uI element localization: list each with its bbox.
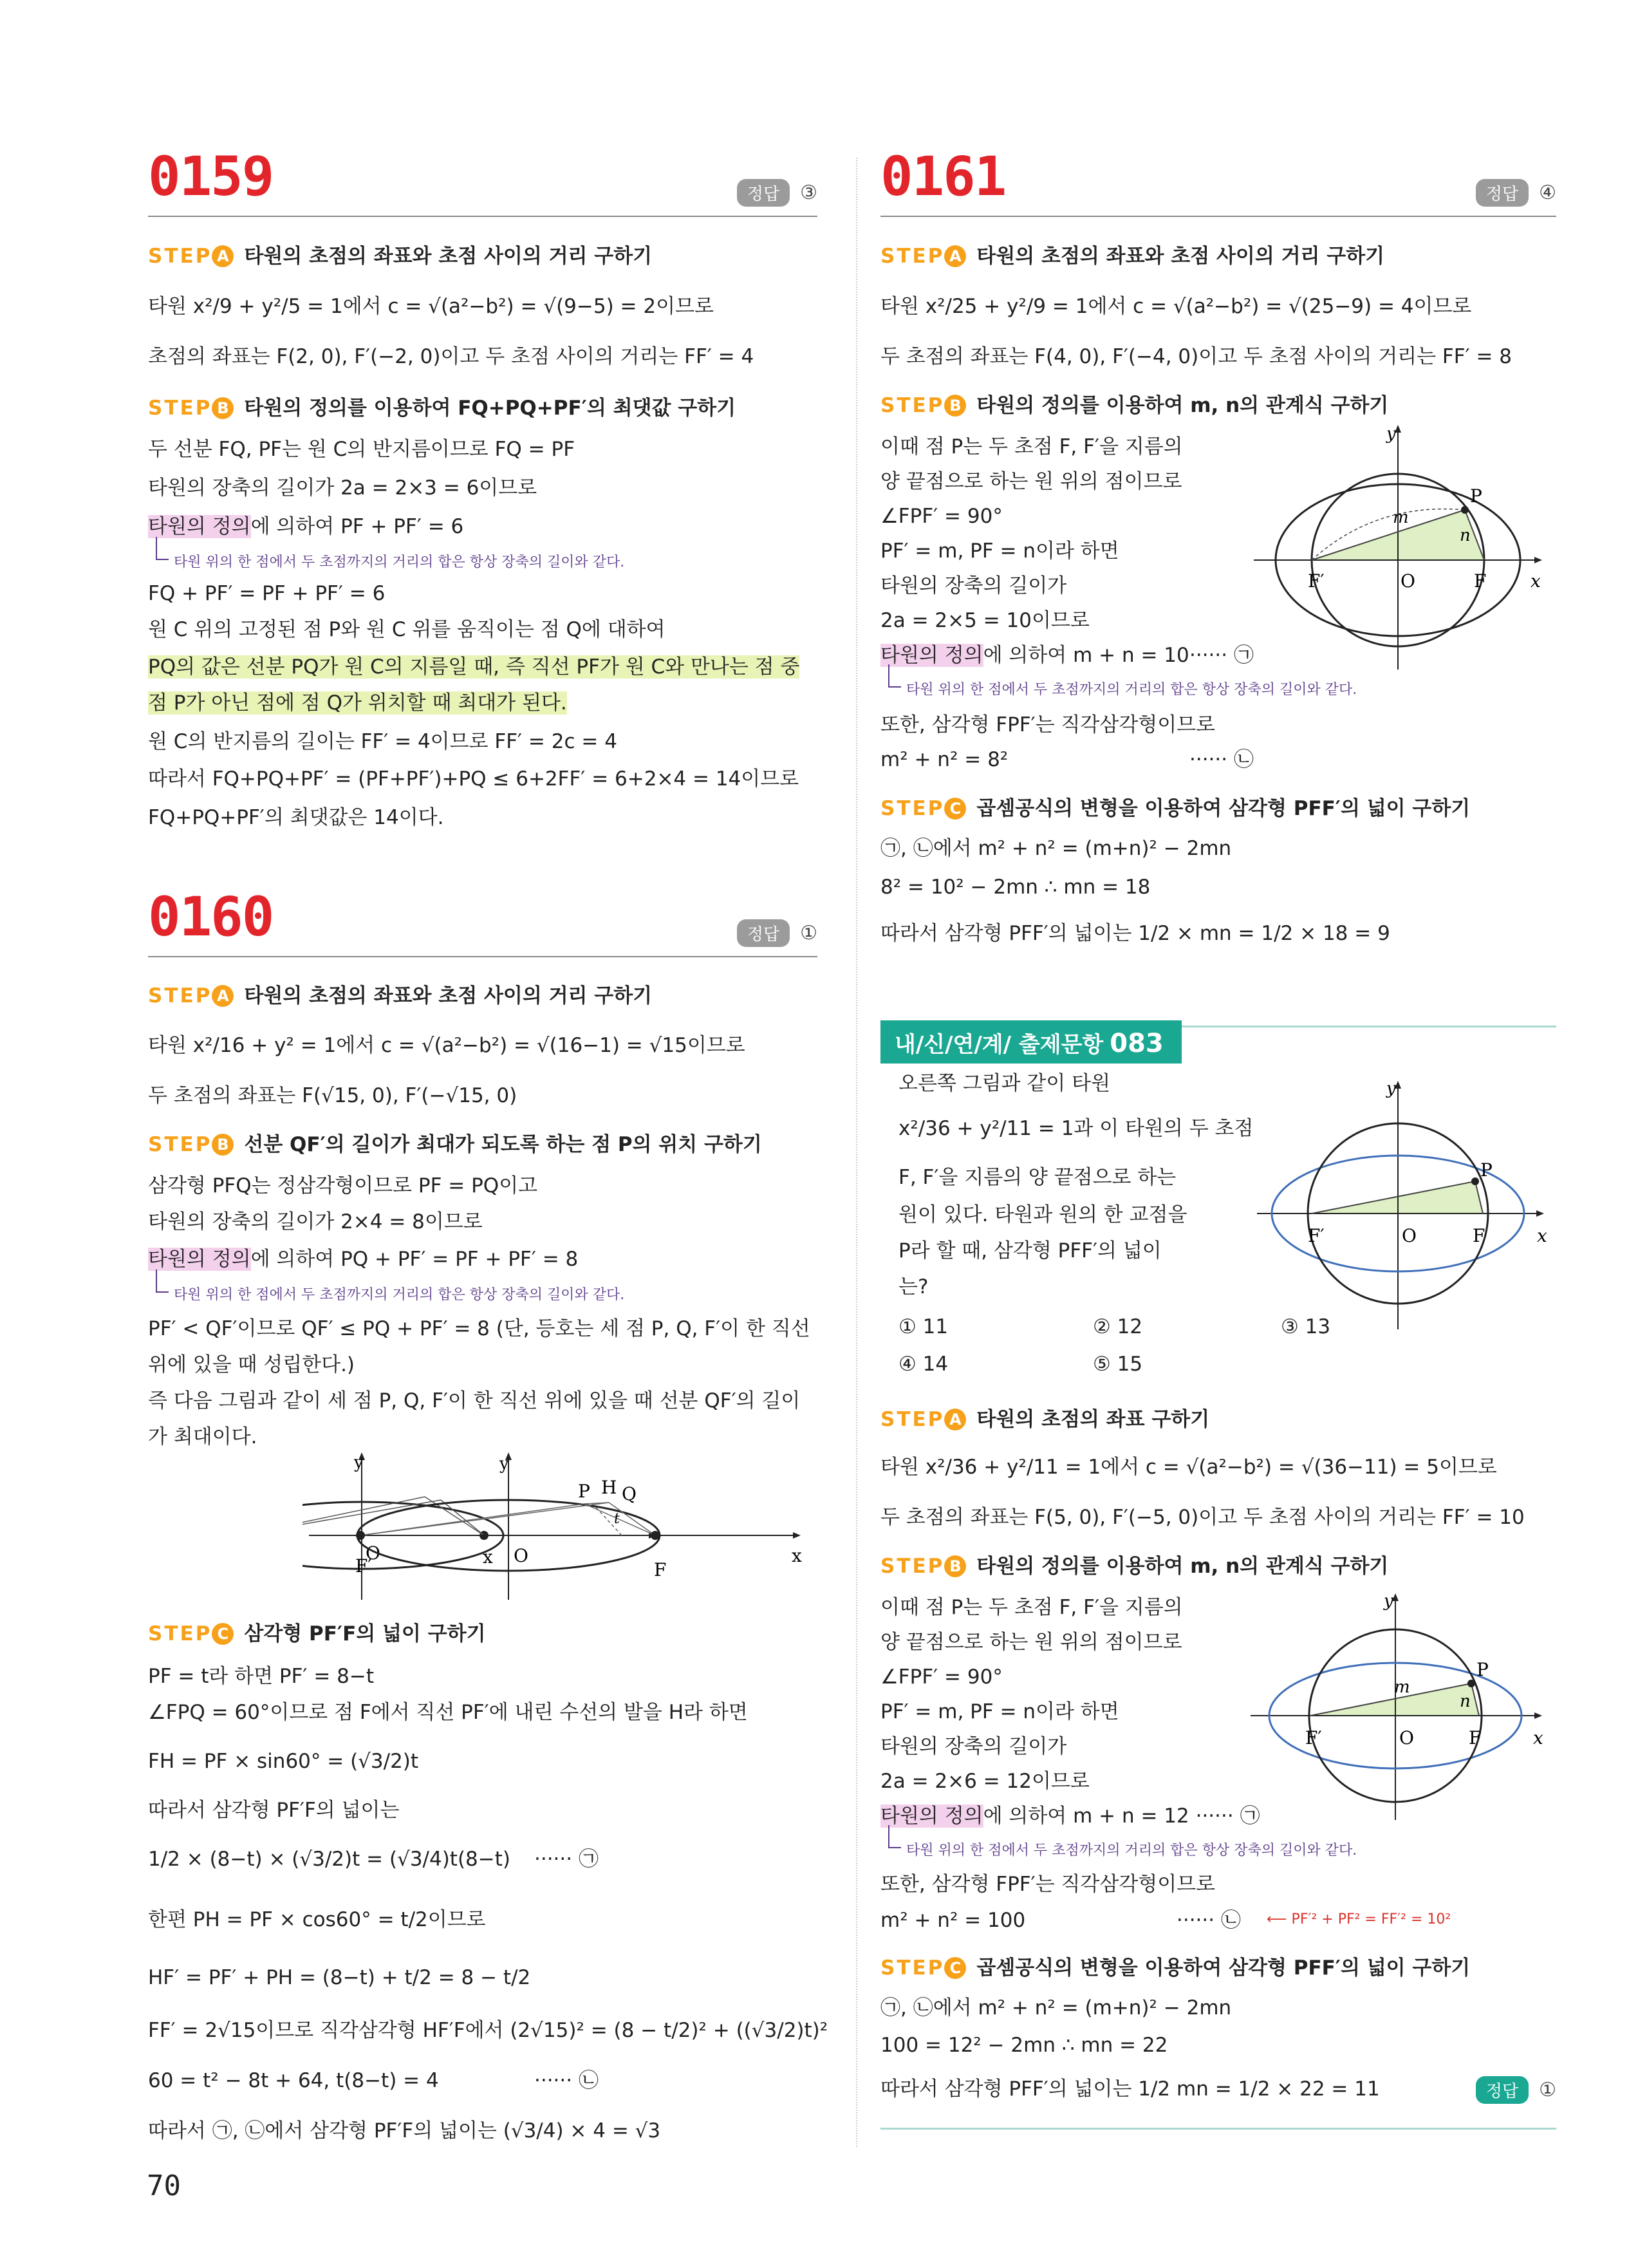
solution-line: 타원 x²/16 + y² = 1에서 c = √(a²−b²) = √(16−1) = √15이므로 <box>148 1034 745 1057</box>
solution-line: 삼각형 PFQ는 정삼각형이므로 PF = PQ이고 <box>148 1174 538 1197</box>
point-label-q: Q <box>622 1483 637 1504</box>
step-b-heading <box>880 1553 1556 1579</box>
highlight-ellipse-definition: 타원의 정의 <box>880 1804 983 1828</box>
column-separator <box>856 158 857 2147</box>
focus-label-f-prime: F′ <box>1308 1225 1325 1246</box>
answer-indicator <box>737 179 817 207</box>
point-label-p: P <box>1480 1159 1493 1181</box>
axis-label-y: y <box>499 1454 509 1474</box>
axis-label-x: x <box>792 1545 802 1566</box>
question-line: x²/36 + y²/11 = 1과 이 타원의 두 초점 <box>898 1117 1254 1140</box>
problem-number: 0159 <box>148 145 274 208</box>
solution-line: PF′ = m, PF = n이라 하면 <box>880 539 1119 563</box>
question-line: 원이 있다. 타원과 원의 한 교점을 <box>898 1203 1187 1226</box>
step-b-heading <box>148 395 817 421</box>
solution-line: 타원 x²/9 + y²/5 = 1에서 c = √(a²−b²) = √(9−5) = 2이므로 <box>148 295 714 318</box>
solution-line: FQ+PQ+PF′의 최댓값은 14이다. <box>148 806 444 829</box>
step-label: STEP <box>880 1555 945 1578</box>
step-label: STEP <box>148 397 212 420</box>
solution-line: 가 최대이다. <box>148 1425 257 1448</box>
point-label-p: P <box>1470 485 1482 507</box>
problem-number: 0160 <box>148 885 274 948</box>
step-letter: C <box>212 1623 234 1645</box>
solution-line: 원 C 위의 고정된 점 P와 원 C 위를 움직이는 점 Q에 대하여 <box>148 618 665 641</box>
step-title: 타원의 초점의 좌표와 초점 사이의 거리 구하기 <box>976 245 1385 268</box>
solution-line: HF′ = PF′ + PH = (8−t) + t/2 = 8 − t/2 <box>148 1966 531 1989</box>
step-label: STEP <box>880 797 945 820</box>
step-letter: C <box>944 798 966 820</box>
solution-line <box>148 690 817 716</box>
solution-line: FF′ = 2√15이므로 직각삼각형 HF′F에서 (2√15)² = (8 − t/2)² + ((√3/2)t)² <box>148 2019 828 2042</box>
choice[interactable]: ③ 13 <box>1281 1315 1331 1338</box>
solution-line: 양 끝점으로 하는 원 위의 점이므로 <box>880 470 1182 493</box>
step-letter: B <box>944 1555 966 1577</box>
length-label-m: m <box>1394 1678 1410 1697</box>
solution-line: 양 끝점으로 하는 원 위의 점이므로 <box>880 1631 1182 1654</box>
solution-line: 두 초점의 좌표는 F(4, 0), F′(−4, 0)이고 두 초점 사이의 거리는 FF′ = 8 <box>880 345 1512 368</box>
linked-problem-title <box>880 1020 1182 1064</box>
solution-line: 따라서 FQ+PQ+PF′ = (PF+PF′)+PQ ≤ 6+2FF′ = 6+2×4 = 14이므로 <box>148 767 799 791</box>
step-title: 타원의 초점의 좌표 구하기 <box>976 1408 1210 1431</box>
equation-marker: ······ ㉡ <box>1189 748 1254 771</box>
solution-line: 따라서 삼각형 PF′F의 넓이는 <box>148 1799 400 1822</box>
origin-label: O <box>366 1542 380 1564</box>
step-label: STEP <box>880 245 945 268</box>
solution-line: 타원 x²/36 + y²/11 = 1에서 c = √(a²−b²) = √(36−11) = 5이므로 <box>880 1456 1497 1479</box>
linked-problem-label: 내/신/연/계/ 출제문항 <box>895 1032 1104 1058</box>
axis-label-y: y <box>1386 1079 1396 1098</box>
definition-note: 타원 위의 한 점에서 두 초점까지의 거리의 합은 항상 장축의 길이와 같다. <box>906 679 1357 698</box>
length-label-m: m <box>1393 508 1409 527</box>
answer-indicator <box>1476 179 1556 207</box>
question-line: P라 할 때, 삼각형 PFF′의 넓이 <box>898 1239 1162 1262</box>
step-label: STEP <box>148 1133 212 1156</box>
step-title: 타원의 정의를 이용하여 m, n의 관계식 구하기 <box>976 1555 1389 1578</box>
focus-label-f: F <box>1474 570 1487 592</box>
axis-label-x: x <box>1533 1727 1543 1748</box>
highlight-ellipse-definition: 타원의 정의 <box>148 1248 251 1271</box>
solution-line: ∠FPQ = 60°이므로 점 F에서 직선 PF′에 내린 수선의 발을 H라 하면 <box>148 1701 748 1724</box>
axis-label-x: x <box>483 1546 493 1568</box>
solution-line: ∠FPF′ = 90° <box>880 505 1003 528</box>
axis-label-y: y <box>1384 1591 1393 1611</box>
answer-badge: 정답 <box>737 179 790 207</box>
linked-problem-number: 083 <box>1110 1029 1164 1058</box>
pythagorean-note <box>1267 1911 1451 1927</box>
problem-0159-header <box>148 145 817 217</box>
step-label: STEP <box>880 394 945 417</box>
figure-083-question <box>1254 1072 1550 1336</box>
solution-line: 이때 점 P는 두 초점 F, F′을 지름의 <box>880 435 1183 458</box>
question-line: F, F′을 지름의 양 끝점으로 하는 <box>898 1166 1177 1189</box>
equation-marker: ······ ㉠ <box>1189 644 1254 667</box>
box-bottom-rule <box>880 2128 1556 2130</box>
solution-line: ㉠, ㉡에서 m² + n² = (m+n)² − 2mn <box>880 1996 1232 2020</box>
solution-line: 또한, 삼각형 FPF′는 직각삼각형이므로 <box>880 1873 1216 1896</box>
highlight-key-idea: 점 P가 아닌 점에 점 Q가 위치할 때 최대가 된다. <box>148 691 567 715</box>
solution-text: 에 의하여 PF + PF′ = 6 <box>250 515 464 538</box>
problem-0161-header <box>880 145 1556 217</box>
figure-0161 <box>1247 412 1550 676</box>
focus-label-f: F <box>1473 1225 1485 1246</box>
solution-text: 에 의하여 PQ + PF′ = PF + PF′ = 8 <box>250 1248 579 1271</box>
step-letter: B <box>212 397 234 419</box>
solution-line: 따라서 삼각형 PFF′의 넓이는 1/2 mn = 1/2 × 22 = 11 <box>880 2077 1380 2101</box>
answer-badge: 정답 <box>1476 179 1529 207</box>
solution-line: m² + n² = 8² <box>880 748 1009 771</box>
solution-line: 두 초점의 좌표는 F(√15, 0), F′(−√15, 0) <box>148 1084 517 1107</box>
focus-label-f: F <box>1469 1727 1482 1748</box>
answer-value: ③ <box>800 182 817 204</box>
definition-note: 타원 위의 한 점에서 두 초점까지의 거리의 합은 항상 장축의 길이와 같다. <box>906 1839 1357 1859</box>
answer-indicator <box>737 919 817 947</box>
step-letter: A <box>944 1409 966 1430</box>
solution-line: 1/2 × (8−t) × (√3/2)t = (√3/4)t(8−t) <box>148 1848 510 1871</box>
step-title: 선분 QF′의 길이가 최대가 되도록 하는 점 P의 위치 구하기 <box>244 1133 762 1156</box>
solution-line: PF = t라 하면 PF′ = 8−t <box>148 1665 375 1688</box>
focus-label-f-prime: F′ <box>1308 570 1325 592</box>
answer-badge: 정답 <box>737 919 790 947</box>
answer-indicator <box>1476 2076 1556 2104</box>
solution-line: 따라서 삼각형 PFF′의 넓이는 1/2 × mn = 1/2 × 18 = 9 <box>880 922 1390 945</box>
solution-line: ∠FPF′ = 90° <box>880 1665 1003 1689</box>
solution-line: 2a = 2×6 = 12이므로 <box>880 1770 1090 1793</box>
solution-line: 원 C의 반지름의 길이는 FF′ = 4이므로 FF′ = 2c = 4 <box>148 730 617 753</box>
solution-line: 한편 PH = PF × cos60° = t/2이므로 <box>148 1908 486 1931</box>
focus-label-f-prime: F′ <box>1305 1727 1322 1748</box>
solution-line: 이때 점 P는 두 초점 F, F′을 지름의 <box>880 1596 1183 1619</box>
step-letter: A <box>212 245 234 267</box>
point-label-h: H <box>601 1477 617 1498</box>
choice[interactable]: ⑤ 15 <box>1093 1353 1143 1376</box>
solution-line: 또한, 삼각형 FPF′는 직각삼각형이므로 <box>880 713 1216 736</box>
figure-0160-detail <box>296 1448 811 1603</box>
solution-line: 초점의 좌표는 F(2, 0), F′(−2, 0)이고 두 초점 사이의 거리는 FF′ = 4 <box>148 345 754 368</box>
solution-line: 60 = t² − 8t + 64, t(8−t) = 4 <box>148 2069 439 2092</box>
axis-label-y: y <box>354 1453 364 1472</box>
solution-line: FQ + PF′ = PF + PF′ = 6 <box>148 582 386 605</box>
axis-label-x: x <box>1531 570 1541 592</box>
step-title: 곱셈공식의 변형을 이용하여 삼각형 PFF′의 넓이 구하기 <box>976 1956 1471 1980</box>
problem-0160-header <box>148 885 817 957</box>
solution-text: 에 의하여 m + n = 10 <box>983 644 1189 667</box>
highlight-ellipse-definition: 타원의 정의 <box>148 515 251 538</box>
step-title: 타원의 초점의 좌표와 초점 사이의 거리 구하기 <box>244 245 653 268</box>
solution-line <box>148 514 817 539</box>
question-line: 오른쪽 그림과 같이 타원 <box>898 1072 1111 1095</box>
solution-line: 2a = 2×5 = 10이므로 <box>880 609 1090 632</box>
point-label-p: P <box>578 1481 590 1502</box>
step-a-heading <box>148 243 817 269</box>
step-c-heading <box>880 1955 1556 1981</box>
solution-line: 타원의 장축의 길이가 <box>880 1735 1067 1758</box>
focus-label-f-prime: F′ <box>355 1555 372 1577</box>
solution-line: FH = PF × sin60° = (√3/2)t <box>148 1750 419 1773</box>
step-c-heading <box>880 796 1556 821</box>
origin-label: O <box>1399 1727 1414 1748</box>
step-a-heading <box>880 1407 1556 1432</box>
solution-line: 타원의 장축의 길이가 2a = 2×3 = 6이므로 <box>148 476 537 500</box>
step-letter: B <box>212 1134 234 1156</box>
highlight-key-idea: PQ의 값은 선분 PQ가 원 C의 지름일 때, 즉 직선 PF가 원 C와 만나는 점 중 <box>148 655 800 679</box>
solution-line: 타원의 장축의 길이가 2×4 = 8이므로 <box>148 1210 483 1233</box>
box-top-rule <box>1151 1026 1556 1027</box>
step-label: STEP <box>880 1408 945 1431</box>
question-line: 는? <box>898 1275 929 1298</box>
equation-marker: ······ ㉡ <box>534 2069 599 2092</box>
solution-line: 8² = 10² − 2mn ∴ mn = 18 <box>880 876 1151 899</box>
solution-text: 에 의하여 m + n = 12 ······ ㉠ <box>983 1804 1260 1828</box>
answer-value: ① <box>1539 2079 1556 2101</box>
step-label: STEP <box>148 984 212 1007</box>
step-letter: A <box>212 985 234 1007</box>
solution-line: 100 = 12² − 2mn ∴ mn = 22 <box>880 2034 1168 2057</box>
solution-line: 위에 있을 때 성립한다.) <box>148 1353 355 1376</box>
arrow-left-icon: ⟵ <box>1267 1911 1292 1927</box>
step-title: 곱셈공식의 변형을 이용하여 삼각형 PFF′의 넓이 구하기 <box>976 797 1471 820</box>
solution-line: 타원 x²/25 + y²/9 = 1에서 c = √(a²−b²) = √(25−9) = 4이므로 <box>880 295 1472 318</box>
step-label: STEP <box>880 1956 945 1980</box>
solution-line: PF′ < QF′이므로 QF′ ≤ PQ + PF′ = 8 (단, 등호는 세 점 P, Q, F′이 한 직선 <box>148 1317 810 1340</box>
figure-083-solution <box>1247 1587 1550 1825</box>
step-title: 타원의 정의를 이용하여 FQ+PQ+PF′의 최댓값 구하기 <box>244 397 736 420</box>
origin-label: O <box>1401 570 1415 592</box>
focus-label-f: F <box>654 1559 667 1580</box>
solution-line <box>148 654 817 680</box>
answer-value: ① <box>800 922 817 944</box>
length-label-t: t <box>614 1511 620 1527</box>
step-letter: C <box>944 1957 966 1979</box>
step-b-heading <box>148 1132 817 1157</box>
step-title: 타원의 정의를 이용하여 m, n의 관계식 구하기 <box>976 394 1389 417</box>
solution-line: 두 초점의 좌표는 F(5, 0), F′(−5, 0)이고 두 초점 사이의 거리는 FF′ = 10 <box>880 1506 1525 1529</box>
equation-marker: ······ ㉡ <box>1177 1909 1241 1932</box>
step-a-heading <box>148 983 817 1009</box>
linked-problem-083 <box>880 1020 1556 2141</box>
equation-marker: ······ ㉠ <box>534 1848 599 1871</box>
solution-line <box>148 1246 817 1272</box>
choice[interactable]: ④ 14 <box>898 1353 949 1376</box>
step-c-heading <box>148 1621 817 1647</box>
axis-label-y: y <box>1386 424 1396 444</box>
step-label: STEP <box>148 245 212 268</box>
highlight-ellipse-definition: 타원의 정의 <box>880 644 983 667</box>
pythagorean-note-text: PF′² + PF² = FF′² = 10² <box>1291 1911 1451 1927</box>
answer-badge: 정답 <box>1476 2076 1529 2104</box>
answer-value: ④ <box>1539 182 1556 204</box>
solution-line: 즉 다음 그림과 같이 세 점 P, Q, F′이 한 직선 위에 있을 때 선분 QF′의 길이 <box>148 1389 801 1412</box>
length-label-n: n <box>1460 526 1471 545</box>
solution-line: ㉠, ㉡에서 m² + n² = (m+n)² − 2mn <box>880 837 1232 860</box>
step-a-heading <box>880 243 1556 269</box>
definition-note: 타원 위의 한 점에서 두 초점까지의 거리의 합은 항상 장축의 길이와 같다. <box>174 551 624 571</box>
page-number: 70 <box>147 2170 181 2202</box>
solution-line: 두 선분 FQ, PF는 원 C의 반지름이므로 FQ = PF <box>148 438 575 461</box>
origin-label: O <box>514 1545 528 1566</box>
problem-number: 0161 <box>880 145 1006 208</box>
point-label-p: P <box>1476 1659 1489 1680</box>
step-letter: B <box>944 395 966 417</box>
step-label: STEP <box>148 1622 212 1645</box>
solution-line: PF′ = m, PF = n이라 하면 <box>880 1700 1119 1723</box>
choice[interactable]: ① 11 <box>898 1315 949 1338</box>
axis-label-x: x <box>1537 1225 1547 1246</box>
solution-line: m² + n² = 100 <box>880 1909 1026 1932</box>
step-title: 타원의 초점의 좌표와 초점 사이의 거리 구하기 <box>244 984 653 1007</box>
solution-line: 따라서 ㉠, ㉡에서 삼각형 PF′F의 넓이는 (√3/4) × 4 = √3 <box>148 2119 661 2142</box>
step-title: 삼각형 PF′F의 넓이 구하기 <box>244 1622 486 1645</box>
step-letter: A <box>944 245 966 267</box>
origin-label: O <box>1402 1225 1417 1246</box>
length-label-n: n <box>1460 1692 1471 1711</box>
choice[interactable]: ② 12 <box>1093 1315 1143 1338</box>
solution-line: 타원의 장축의 길이가 <box>880 574 1067 597</box>
definition-note: 타원 위의 한 점에서 두 초점까지의 거리의 합은 항상 장축의 길이와 같다. <box>174 1284 624 1304</box>
